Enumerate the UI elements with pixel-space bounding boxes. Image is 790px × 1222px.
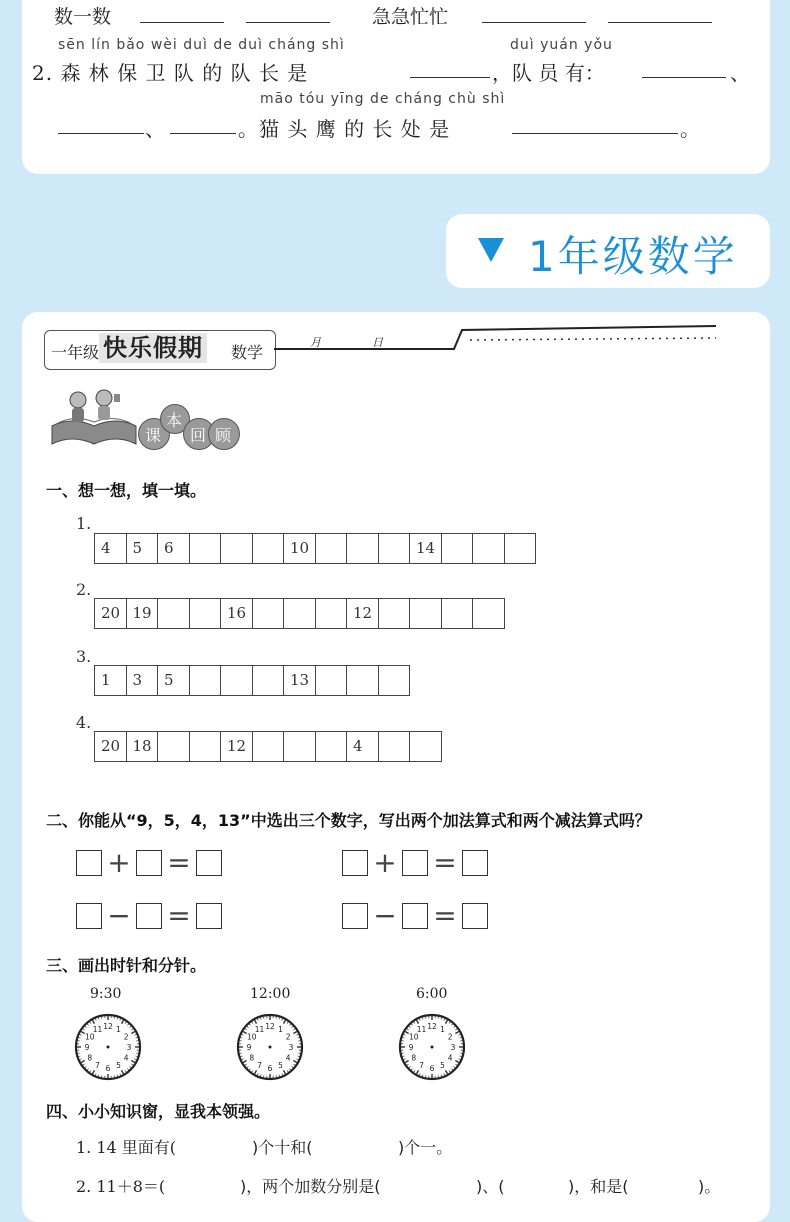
number-cell: 18: [126, 731, 159, 762]
blank-cell[interactable]: [252, 533, 285, 564]
addition-equation: [76, 850, 222, 876]
blank-line[interactable]: [642, 77, 726, 78]
clock-time-label: 12:00: [250, 986, 290, 1002]
review-badge: 课: [138, 418, 170, 450]
review-badge: 回: [183, 418, 215, 450]
blank-cell[interactable]: [472, 533, 505, 564]
number-cell: 12: [220, 731, 253, 762]
plus-sign: +: [368, 850, 402, 876]
subtraction-equation: [342, 903, 488, 929]
blank-line[interactable]: [58, 133, 144, 134]
answer-box[interactable]: [462, 903, 488, 929]
subtraction-equation: [76, 903, 222, 929]
blank-cell[interactable]: [441, 598, 474, 629]
dial-number: 9: [247, 1043, 252, 1052]
dial-number: 4: [124, 1054, 129, 1063]
question-text: )个一。: [398, 1135, 452, 1158]
answer-box[interactable]: [136, 903, 162, 929]
question-text: ，队 员 有：: [492, 57, 605, 86]
question-text: )、(: [476, 1174, 505, 1197]
blank-line[interactable]: [608, 22, 712, 23]
number-cell: 10: [283, 533, 316, 564]
dial-number: 4: [286, 1054, 291, 1063]
answer-box[interactable]: [342, 903, 368, 929]
question-text: 2. 11＋8＝(: [76, 1174, 165, 1197]
question-text: 。猫 头 鹰 的 长 处 是: [238, 113, 450, 142]
question-number: 1.: [76, 514, 91, 533]
badge-title: 1年级数学: [528, 224, 738, 284]
question-text: )，和是(: [568, 1174, 629, 1197]
blank-line[interactable]: [482, 22, 586, 23]
clock-center: [107, 1046, 110, 1049]
blank-cell[interactable]: [283, 731, 316, 762]
blank-cell[interactable]: [157, 598, 190, 629]
answer-box[interactable]: [402, 850, 428, 876]
clock-center: [269, 1046, 272, 1049]
blank-cell[interactable]: [189, 731, 222, 762]
blank-cell[interactable]: [378, 533, 411, 564]
dial-number: 10: [85, 1033, 95, 1042]
question-text: )个十和(: [252, 1135, 313, 1158]
number-cell: 5: [157, 665, 190, 696]
blank-cell[interactable]: [378, 731, 411, 762]
question-number: 2.: [76, 580, 91, 599]
dial-number: 2: [286, 1033, 291, 1042]
question-text: )。: [698, 1174, 720, 1197]
number-cell: 16: [220, 598, 253, 629]
dial-number: 1: [278, 1025, 283, 1034]
number-cell: 14: [409, 533, 442, 564]
month-label: 月: [310, 334, 321, 350]
dial-number: 12: [427, 1022, 437, 1031]
clock-time-label: 6:00: [416, 986, 447, 1002]
book-kids-illustration: [48, 386, 140, 450]
grade-label: 一年级: [51, 340, 99, 363]
dial-number: 10: [409, 1033, 419, 1042]
blank-cell[interactable]: [472, 598, 505, 629]
dial-number: 8: [87, 1054, 92, 1063]
dial-number: 5: [278, 1061, 283, 1070]
number-row: [95, 665, 410, 696]
number-row: [95, 533, 536, 564]
answer-box[interactable]: [196, 903, 222, 929]
question-text: 1. 14 里面有(: [76, 1135, 176, 1158]
question-number: 3.: [76, 647, 91, 666]
review-badge: 本: [160, 404, 190, 434]
brand-title: 快乐假期: [99, 333, 207, 363]
date-line: [274, 320, 720, 356]
number-cell: 5: [126, 533, 159, 564]
blank-cell[interactable]: [252, 731, 285, 762]
question-text: 2. 森 林 保 卫 队 的 队 长 是: [32, 57, 308, 86]
hurry-label: 急急忙忙: [372, 2, 448, 29]
addition-equation: [342, 850, 488, 876]
equals-sign: =: [162, 850, 196, 876]
number-cell: 6: [157, 533, 190, 564]
number-cell: 1: [94, 665, 127, 696]
section-title: 一、想一想，填一填。: [46, 478, 206, 501]
clock-face[interactable]: [397, 1012, 467, 1082]
blank-cell[interactable]: [504, 533, 537, 564]
dial-number: 2: [124, 1033, 129, 1042]
blank-cell[interactable]: [409, 598, 442, 629]
minus-sign: −: [368, 903, 402, 929]
comma: 、: [145, 113, 165, 142]
comma: 、: [730, 57, 750, 86]
grade-badge: [446, 214, 770, 288]
blank-cell[interactable]: [409, 731, 442, 762]
clock-center: [431, 1046, 434, 1049]
clock-face[interactable]: [235, 1012, 305, 1082]
number-cell: 13: [283, 665, 316, 696]
number-cell: 20: [94, 731, 127, 762]
dial-number: 1: [116, 1025, 121, 1034]
dial-number: 6: [106, 1064, 111, 1073]
blank-cell[interactable]: [189, 598, 222, 629]
answer-box[interactable]: [76, 903, 102, 929]
dial-number: 7: [419, 1061, 424, 1070]
question-number: 4.: [76, 713, 91, 732]
blank-cell[interactable]: [189, 665, 222, 696]
dial-number: 8: [411, 1054, 416, 1063]
dial-number: 2: [448, 1033, 453, 1042]
answer-box[interactable]: [196, 850, 222, 876]
equals-sign: =: [428, 903, 462, 929]
dial-number: 5: [116, 1061, 121, 1070]
blank-line[interactable]: [512, 133, 678, 134]
review-badge: 顾: [208, 418, 240, 450]
dial-number: 11: [417, 1025, 427, 1034]
worksheet-header: [44, 330, 276, 370]
blank-cell[interactable]: [157, 731, 190, 762]
answer-box[interactable]: [76, 850, 102, 876]
equals-sign: =: [162, 903, 196, 929]
section-title: 四、小小知识窗，显我本领强。: [46, 1099, 270, 1122]
dial-number: 10: [247, 1033, 257, 1042]
dial-number: 3: [289, 1043, 294, 1052]
dial-number: 5: [440, 1061, 445, 1070]
blank-cell[interactable]: [315, 665, 348, 696]
dial-number: 7: [95, 1061, 100, 1070]
clock-face[interactable]: [73, 1012, 143, 1082]
blank-line[interactable]: [140, 22, 224, 23]
question-text: )，两个加数分别是(: [240, 1174, 381, 1197]
blank-cell[interactable]: [315, 533, 348, 564]
dial-number: 12: [103, 1022, 113, 1031]
blank-cell[interactable]: [441, 533, 474, 564]
answer-box[interactable]: [342, 850, 368, 876]
count-label: 数一数: [54, 2, 111, 29]
blank-cell[interactable]: [252, 665, 285, 696]
dial-number: 1: [440, 1025, 445, 1034]
subject-label: 数学: [231, 340, 263, 363]
day-label: 日: [372, 334, 383, 350]
blank-cell[interactable]: [220, 533, 253, 564]
dial-number: 3: [127, 1043, 132, 1052]
number-row: [95, 731, 442, 762]
number-cell: 20: [94, 598, 127, 629]
dial-number: 6: [430, 1064, 435, 1073]
number-cell: 12: [346, 598, 379, 629]
answer-box[interactable]: [402, 903, 428, 929]
dial-number: 12: [265, 1022, 275, 1031]
dial-number: 9: [409, 1043, 414, 1052]
blank-line[interactable]: [410, 77, 490, 78]
equals-sign: =: [428, 850, 462, 876]
clock-time-label: 9:30: [90, 986, 121, 1002]
triangle-down-icon: [478, 238, 504, 262]
blank-line[interactable]: [170, 133, 236, 134]
blank-cell[interactable]: [378, 665, 411, 696]
pinyin-line: sēn lín bǎo wèi duì de duì cháng shì: [58, 37, 345, 53]
dial-number: 9: [85, 1043, 90, 1052]
blank-line[interactable]: [246, 22, 330, 23]
number-cell: 19: [126, 598, 159, 629]
dial-number: 3: [451, 1043, 456, 1052]
number-cell: 4: [346, 731, 379, 762]
number-cell: 3: [126, 665, 159, 696]
dial-number: 4: [448, 1054, 453, 1063]
section-title: 三、画出时针和分针。: [46, 953, 206, 976]
dial-number: 11: [255, 1025, 265, 1034]
pinyin-line: duì yuán yǒu: [510, 37, 613, 53]
answer-box[interactable]: [462, 850, 488, 876]
blank-cell[interactable]: [315, 731, 348, 762]
blank-cell[interactable]: [315, 598, 348, 629]
plus-sign: +: [102, 850, 136, 876]
pinyin-line: māo tóu yīng de cháng chù shì: [260, 91, 505, 107]
blank-cell[interactable]: [346, 533, 379, 564]
blank-cell[interactable]: [189, 533, 222, 564]
dial-number: 11: [93, 1025, 103, 1034]
blank-cell[interactable]: [283, 598, 316, 629]
minus-sign: −: [102, 903, 136, 929]
dial-number: 7: [257, 1061, 262, 1070]
blank-cell[interactable]: [252, 598, 285, 629]
period: 。: [680, 113, 700, 142]
number-cell: 4: [94, 533, 127, 564]
dial-number: 8: [249, 1054, 254, 1063]
blank-cell[interactable]: [220, 665, 253, 696]
blank-cell[interactable]: [378, 598, 411, 629]
number-row: [95, 598, 505, 629]
answer-box[interactable]: [136, 850, 162, 876]
section-title: 二、你能从“9，5，4，13”中选出三个数字，写出两个加法算式和两个减法算式吗？: [46, 808, 651, 831]
dial-number: 6: [268, 1064, 273, 1073]
blank-cell[interactable]: [346, 665, 379, 696]
